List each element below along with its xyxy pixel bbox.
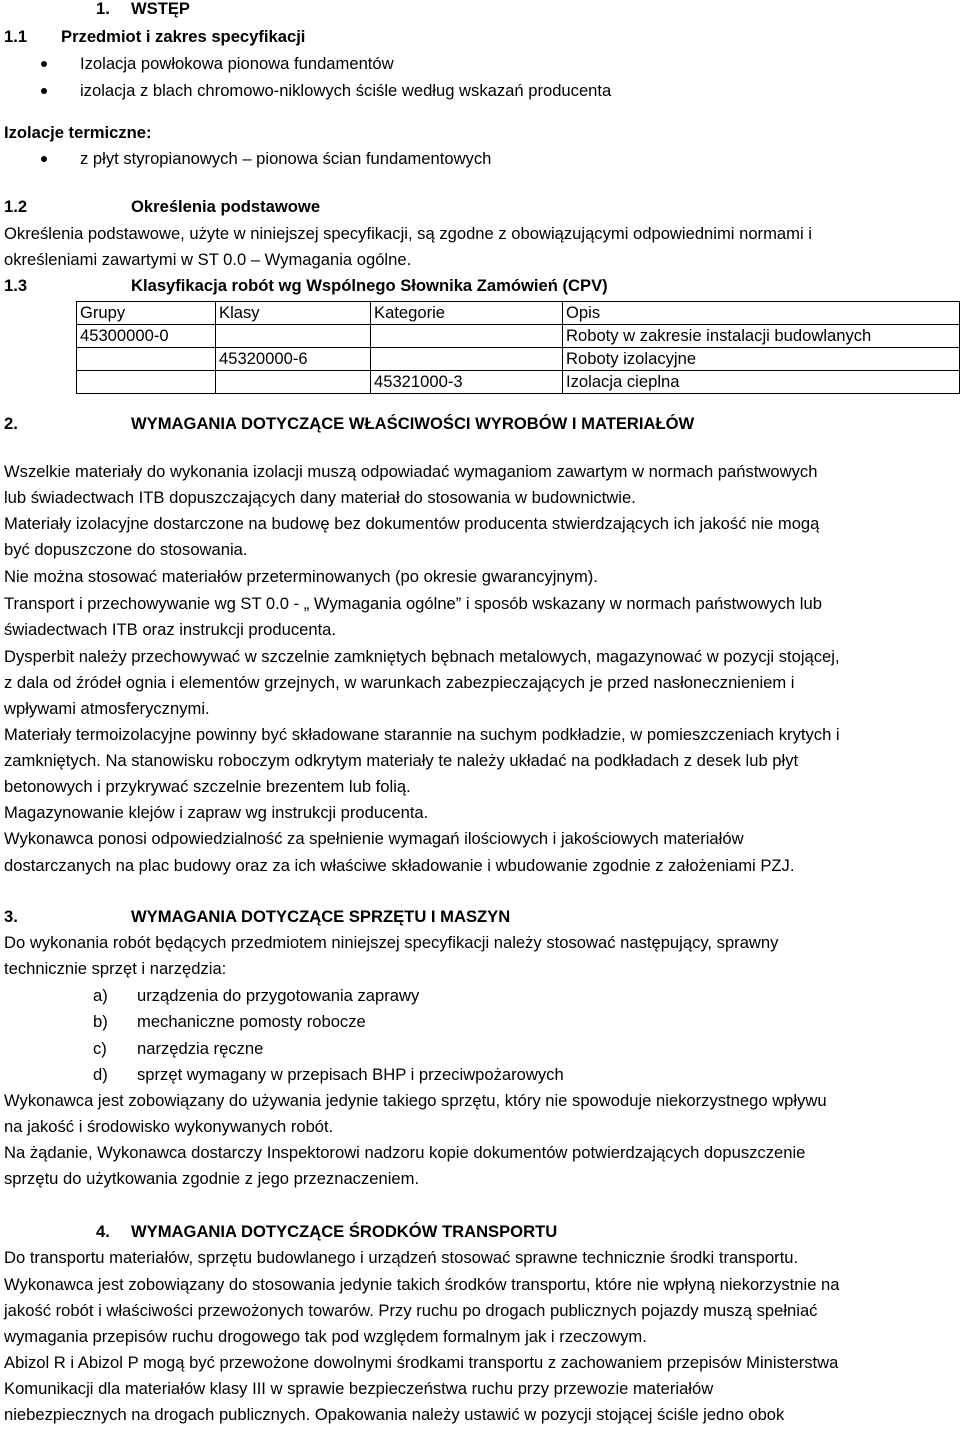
list-item: narzędzia ręczne xyxy=(137,1039,264,1058)
table-cell: 45321000-3 xyxy=(371,371,563,394)
paragraph-line: technicznie sprzęt i narzędzia: xyxy=(4,959,227,978)
paragraph-line: Na żądanie, Wykonawca dostarczy Inspektorowi nadzoru kopie dokumentów potwierdzających dopuszczenie xyxy=(4,1143,806,1162)
section-1-number: 1. xyxy=(96,0,110,18)
paragraph-line: na jakość i środowisko wykonywanych robót. xyxy=(4,1117,334,1136)
paragraph-line: określeniami zawartymi w ST 0.0 – Wymagania ogólne. xyxy=(4,250,412,269)
paragraph-line: Magazynowanie klejów i zapraw wg instrukcji producenta. xyxy=(4,803,429,822)
table-row xyxy=(77,371,960,394)
paragraph-line: Dysperbit należy przechowywać w szczelnie zamkniętych bębnach metalowych, magazynować w pozycji stojącej, xyxy=(4,647,840,666)
bullet-icon xyxy=(41,61,47,67)
section-3-number: 3. xyxy=(4,907,18,926)
list-item: mechaniczne pomosty robocze xyxy=(137,1012,366,1031)
section-2-number: 2. xyxy=(4,414,18,433)
list-item: sprzęt wymagany w przepisach BHP i przeciwpożarowych xyxy=(137,1065,564,1084)
section-2-title: WYMAGANIA DOTYCZĄCE WŁAŚCIWOŚCI WYROBÓW I MATERIAŁÓW xyxy=(131,414,695,433)
paragraph-line: wymagania przepisów ruchu drogowego tak pod względem formalnym jak i rzeczowym. xyxy=(4,1327,647,1346)
section-1-title: WSTĘP xyxy=(131,0,191,18)
paragraph-line: jakość robót i właściwości przewożonych towarów. Przy ruchu po drogach publicznych pojazdy muszą spełniać xyxy=(4,1301,818,1320)
paragraph-line: być dopuszczone do stosowania. xyxy=(4,540,248,559)
paragraph-line: Abizol R i Abizol P mogą być przewożone dowolnymi środkami transportu z zachowaniem przepisów Ministerstwa xyxy=(4,1353,839,1372)
table-row xyxy=(77,348,960,371)
cpv-table xyxy=(76,301,960,394)
list-item-letter: a) xyxy=(93,986,108,1005)
paragraph-line: Do wykonania robót będących przedmiotem niniejszej specyfikacji należy stosować następujący, sprawny xyxy=(4,933,779,952)
table-cell xyxy=(371,325,563,348)
paragraph-line: Określenia podstawowe, użyte w niniejszej specyfikacji, są zgodne z obowiązującymi odpowiednimi normami i xyxy=(4,224,812,243)
list-item-letter: c) xyxy=(93,1039,107,1058)
paragraph-line: z dala od źródeł ognia i elementów grzejnych, w warunkach zabezpieczających je przed nasłonecznieniem i xyxy=(4,673,795,692)
paragraph-line: Materiały izolacyjne dostarczone na budowę bez dokumentów producenta stwierdzających ich jakość nie mogą xyxy=(4,514,820,533)
table-cell: 45300000-0 xyxy=(77,325,216,348)
bullet-icon xyxy=(41,156,47,162)
paragraph-line: niebezpiecznych na drogach publicznych. Opakowania należy ustawić w pozycji stojącej ściśle jedno obok xyxy=(4,1405,785,1424)
table-cell: Roboty w zakresie instalacji budowlanych xyxy=(563,325,960,348)
paragraph-line: betonowych i przykrywać szczelnie brezentem lub folią. xyxy=(4,777,411,796)
table-header-cell: Opis xyxy=(563,302,960,325)
table-header-row xyxy=(77,302,960,325)
subsection-1-1-title: Przedmiot i zakres specyfikacji xyxy=(61,27,306,46)
subsection-1-1-number: 1.1 xyxy=(4,27,28,46)
table-header-cell: Klasy xyxy=(216,302,371,325)
thermal-insulation-heading: Izolacje termiczne: xyxy=(4,123,152,142)
paragraph-line: Wykonawca ponosi odpowiedzialność za spełnienie wymagań ilościowych i jakościowych materiałów xyxy=(4,829,744,848)
paragraph-line: Nie można stosować materiałów przeterminowanych (po okresie gwarancyjnym). xyxy=(4,567,598,586)
table-cell: Roboty izolacyjne xyxy=(563,348,960,371)
section-3-title: WYMAGANIA DOTYCZĄCE SPRZĘTU I MASZYN xyxy=(131,907,511,926)
paragraph-line: zamkniętych. Na stanowisku roboczym odkrytym materiały te należy układać na podkładach z desek lub płyt xyxy=(4,751,799,770)
list-item-letter: d) xyxy=(93,1065,108,1084)
paragraph-line: sprzętu do użytkowania zgodnie z jego przeznaczeniem. xyxy=(4,1169,420,1188)
paragraph-line: Wykonawca jest zobowiązany do stosowania jedynie takich środków transportu, które nie wpłyną niekorzystnie na xyxy=(4,1275,840,1294)
paragraph-line: Wykonawca jest zobowiązany do używania jedynie takiego sprzętu, który nie spowoduje niekorzystnego wpływu xyxy=(4,1091,827,1110)
table-row xyxy=(77,325,960,348)
table-cell xyxy=(77,348,216,371)
table-cell xyxy=(371,348,563,371)
table-header-cell: Kategorie xyxy=(371,302,563,325)
paragraph-line: świadectwach ITB oraz instrukcji producenta. xyxy=(4,620,337,639)
table-cell xyxy=(216,371,371,394)
subsection-1-3-number: 1.3 xyxy=(4,276,28,295)
table-cell: Izolacja cieplna xyxy=(563,371,960,394)
paragraph-line: dostarczanych na plac budowy oraz za ich właściwe składowanie i wbudowanie zgodnie z założeniami PZJ. xyxy=(4,856,795,875)
paragraph-line: Wszelkie materiały do wykonania izolacji muszą odpowiadać wymaganiom zawartym w normach państwowych xyxy=(4,462,818,481)
paragraph-line: Materiały termoizolacyjne powinny być składowane starannie na suchym podkładzie, w pomieszczeniach krytych i xyxy=(4,725,840,744)
list-item-letter: b) xyxy=(93,1012,108,1031)
paragraph-line: lub świadectwach ITB dopuszczających dany materiał do stosowania w budownictwie. xyxy=(4,488,636,507)
subsection-1-2-number: 1.2 xyxy=(4,197,28,216)
section-4-title: WYMAGANIA DOTYCZĄCE ŚRODKÓW TRANSPORTU xyxy=(131,1222,558,1241)
bullet-item: Izolacja powłokowa pionowa fundamentów xyxy=(80,54,394,73)
section-4-number: 4. xyxy=(96,1222,110,1241)
paragraph-line: wpływami atmosferycznymi. xyxy=(4,699,210,718)
paragraph-line: Do transportu materiałów, sprzętu budowlanego i urządzeń stosować sprawne technicznie środki transportu. xyxy=(4,1248,799,1267)
table-header-cell: Grupy xyxy=(77,302,216,325)
subsection-1-2-title: Określenia podstawowe xyxy=(131,197,321,216)
table-cell: 45320000-6 xyxy=(216,348,371,371)
bullet-icon xyxy=(41,88,47,94)
paragraph-line: Komunikacji dla materiałów klasy III w sprawie bezpieczeństwa ruchu przy przewozie materiałów xyxy=(4,1379,714,1398)
subsection-1-3-title: Klasyfikacja robót wg Wspólnego Słownika Zamówień (CPV) xyxy=(131,276,608,295)
paragraph-line: Transport i przechowywanie wg ST 0.0 - „ Wymagania ogólne” i sposób wskazany w normach państwowych lub xyxy=(4,594,822,613)
list-item: urządzenia do przygotowania zaprawy xyxy=(137,986,420,1005)
bullet-item: z płyt styropianowych – pionowa ścian fundamentowych xyxy=(80,149,492,168)
table-cell xyxy=(77,371,216,394)
bullet-item: izolacja z blach chromowo-niklowych ściśle według wskazań producenta xyxy=(80,81,612,100)
table-cell xyxy=(216,325,371,348)
